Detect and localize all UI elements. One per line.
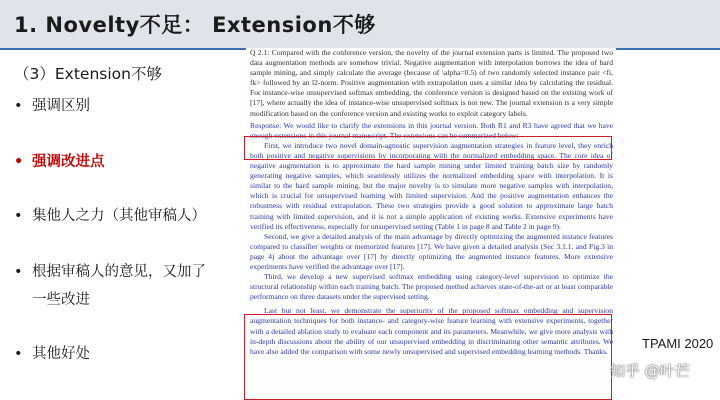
bullet-dot-icon: • xyxy=(14,154,24,170)
response-paragraph-1: First, we introduce two novel domain-agnostic supervision augmentation strategies in feature level, they enrich both positive and negative supervisions by incorporating with the normalized embedding space. The core idea of negative augmentation is to approximate the hard sample mining under limited training batch size by randomly generating negative samples, which seamlessly utilizes the normalized embedding space with interpolation. It is similar to the hard sample mining, but the major novelty is to simulate more negative samples with interpolation, which is crucial for unsupervised learning with limited supervision. And the positive augmentation enhances the robustness with residual extrapolation. These two strategies provide a good solution to approximate large batch training with limited supervision, and it is not a simple application of existing works. Extensive experiments have verified its effectiveness, especially for unsupervised setting (Table 1 in page 8 and Table 2 in page 9). xyxy=(250,140,613,231)
bullet-text: 根据审稿人的意见，又加了 xyxy=(32,264,206,280)
bullet-dot-icon: • xyxy=(14,346,23,362)
slide-title: 1. Novelty不足： Extension不够 xyxy=(14,13,376,37)
bullet-item xyxy=(14,92,90,120)
bullet-dot-icon: • xyxy=(14,98,23,114)
bullet-dot-icon: • xyxy=(14,264,23,280)
highlight-box-response xyxy=(244,136,612,160)
response-paragraph-4: Last but not least, we demonstrate the superiority of the proposed softmax embedding and supervision augmentation techniques for both instance- and category-wise feature learning with extensive experiments, together with a detailed ablation study to evaluate each component and its parameters. Meanwhile, we give more analysis with in-depth discussions about the ability of our unsupervised embedding in discriminating other semantic attributes. We have also added the comparison with some newly unsupervised and supervised embedding learning methods. Thanks. xyxy=(250,306,613,356)
title-bar xyxy=(0,0,720,48)
highlight-box-last-paragraph xyxy=(244,314,612,400)
response-paragraph-2: Second, we give a detailed analysis of the main advantage by directly optimizing the augmented instance features compared to classifier weights or memorized features [17]. We have given a detailed analysis (Sec 3.1.1. and Fig.3 in page 4) about the advantage over [17] by directly optimizing the augmented instance features. More extensive experiments have verified the advantage over [17]. xyxy=(250,231,613,271)
bullet-text: 强调改进点 xyxy=(32,154,105,170)
response-intro: Response: We would like to clarify the extensions in this journal version. Both R1 and R3 have agreed that we have enough extensions in this journal manuscript. The extensions can be summarized below: xyxy=(250,120,613,140)
bullet-item xyxy=(14,258,206,314)
reviewer-question: Q 2.1: Compared with the conference version, the novelty of the journal extension parts is limited. The proposed two data augmentation methods are somehow trivial. Negative augmentation with interpolation borrows the idea of hard sample mining, and simply calculate the average (because of \alpha=0.5) of two randomly selected instance pair <fi, fk> followed by an l2-norm. Positive augmentation with extrapolation uses a similar idea by calculating the residual. For instance-wise unsupervised softmax embedding, the conference version is designed based on the existing work of [17], where actually the idea of instance-wise unsupervised softmax is not new. The journal extension is a very simple modification based on the conference version and existing works to exploit category labels. xyxy=(250,48,613,118)
bullet-text-continuation: 一些改进 xyxy=(32,292,90,308)
bullet-item-highlight xyxy=(14,148,105,176)
bullet-text: 其他好处 xyxy=(32,346,90,362)
bullet-item xyxy=(14,340,90,368)
bullet-text: 强调区别 xyxy=(32,98,90,114)
response-paragraph-3: Third, we develop a new supervised softmax embedding using category-level supervision to optimize the structural relationship within each training batch. The proposed method achieves state-of-the-art or at least comparable performance on three datasets under the supervised setting. xyxy=(250,272,613,302)
bullet-text: 集他人之力（其他审稿人） xyxy=(32,208,206,224)
bullet-dot-icon: • xyxy=(14,208,23,224)
section-subtitle: （3）Extension不够 xyxy=(14,65,162,83)
venue-label: TPAMI 2020 xyxy=(642,336,714,351)
bullet-item xyxy=(14,202,206,230)
watermark: 知乎 @叶芒 xyxy=(610,362,690,380)
